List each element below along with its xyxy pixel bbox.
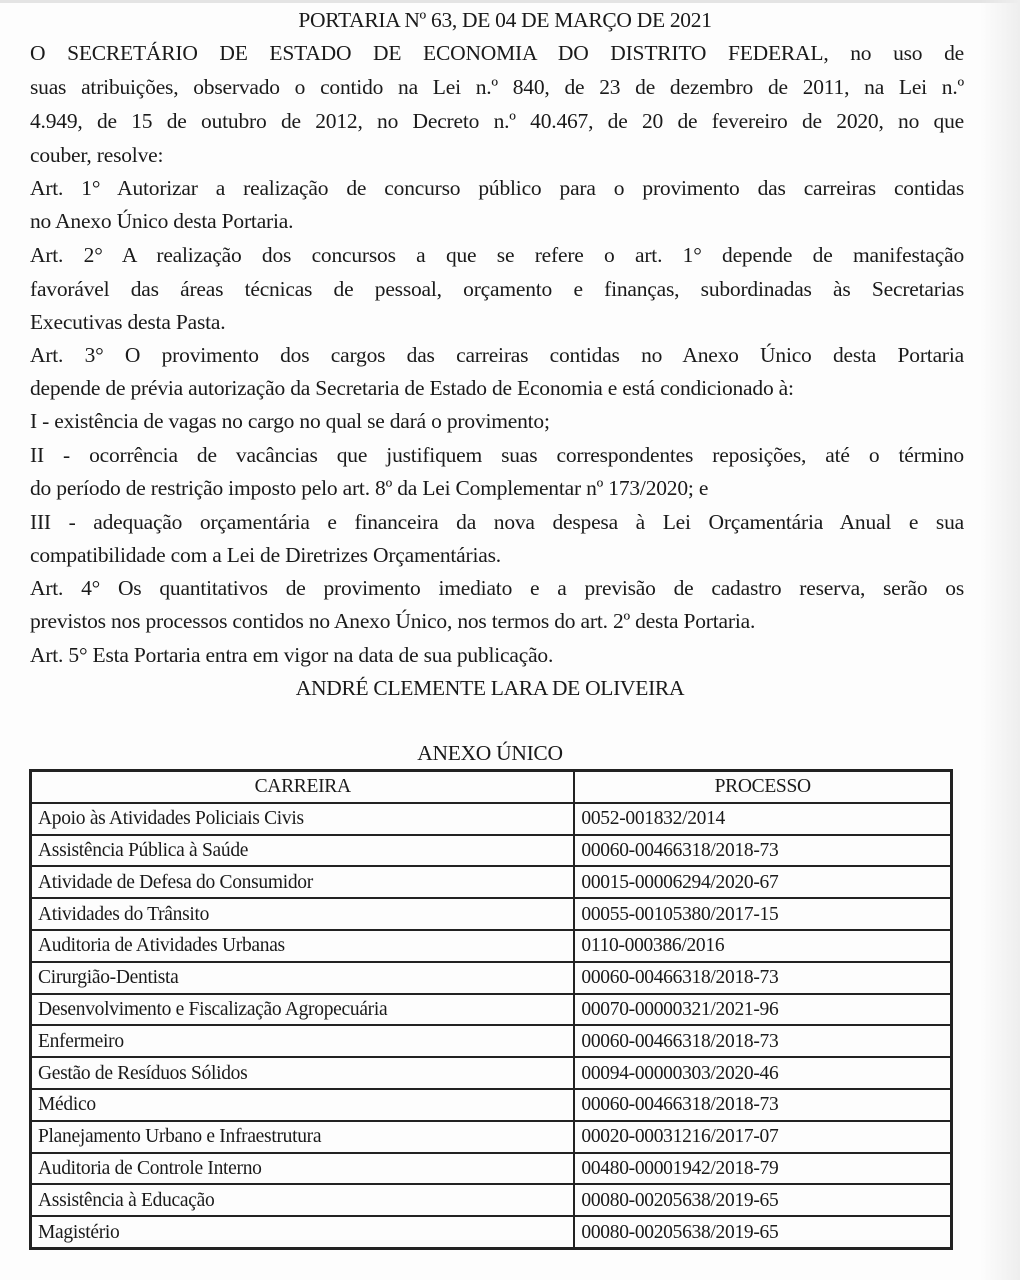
processo-cell: 0110-000386/2016: [574, 930, 951, 962]
processo-cell: 00015-00006294/2020-67: [574, 866, 951, 898]
carreira-cell: Assistência Pública à Saúde: [31, 835, 575, 867]
processo-cell: 00055-00105380/2017-15: [574, 898, 951, 930]
body-line: couber, resolve:: [30, 143, 164, 167]
column-header-processo: PROCESSO: [574, 771, 951, 803]
processo-cell: 00094-00000303/2020-46: [574, 1057, 951, 1089]
annex-title: ANEXO ÚNICO: [417, 741, 563, 765]
body-line: O SECRETÁRIO DE ESTADO DE ECONOMIA DO DISTRITO FEDERAL, no uso de: [30, 41, 964, 65]
table-row: [31, 930, 952, 962]
body-line: favorável das áreas técnicas de pessoal, orçamento e finanças, subordinadas às Secretarias: [30, 277, 964, 301]
body-line: previstos nos processos contidos no Anexo Único, nos termos do art. 2º desta Portaria.: [30, 609, 756, 633]
processo-cell: 00080-00205638/2019-65: [574, 1184, 951, 1216]
table-row: [31, 1057, 952, 1089]
body-line: 4.949, de 15 de outubro de 2012, no Decreto n.º 40.467, de 20 de fevereiro de 2020, no que: [30, 109, 964, 133]
page-edge-shadow: [980, 0, 1020, 1280]
carreira-cell: Auditoria de Atividades Urbanas: [31, 930, 575, 962]
carreira-cell: Atividades do Trânsito: [31, 898, 575, 930]
processo-cell: 0052-001832/2014: [574, 803, 951, 835]
processo-cell: 00060-00466318/2018-73: [574, 962, 951, 994]
body-line: do período de restrição imposto pelo art. 8º da Lei Complementar nº 173/2020; e: [30, 476, 709, 500]
body-line: suas atribuições, observado o contido na Lei n.º 840, de 23 de dezembro de 2011, na Lei n.º: [30, 75, 964, 99]
article-3: Art. 3° O provimento dos cargos das carreiras contidas no Anexo Único desta Portaria: [30, 343, 964, 367]
table-header-row: [31, 771, 952, 803]
body-line: Executivas desta Pasta.: [30, 310, 226, 334]
processo-cell: 00060-00466318/2018-73: [574, 835, 951, 867]
processo-cell: 00060-00466318/2018-73: [574, 1025, 951, 1057]
article-4: Art. 4° Os quantitativos de provimento imediato e a previsão de cadastro reserva, serão os: [30, 576, 964, 600]
body-line: no Anexo Único desta Portaria.: [30, 209, 294, 233]
carreira-cell: Enfermeiro: [31, 1025, 575, 1057]
table-row: [31, 835, 952, 867]
carreira-cell: Planejamento Urbano e Infraestrutura: [31, 1121, 575, 1153]
carreira-cell: Magistério: [31, 1216, 575, 1248]
carreira-cell: Auditoria de Controle Interno: [31, 1153, 575, 1185]
carreira-cell: Gestão de Resíduos Sólidos: [31, 1057, 575, 1089]
table-row: [31, 1153, 952, 1185]
signature-name: ANDRÉ CLEMENTE LARA DE OLIVEIRA: [295, 676, 685, 700]
table-row: [31, 994, 952, 1026]
top-edge: [0, 0, 1020, 3]
processo-cell: 00060-00466318/2018-73: [574, 1089, 951, 1121]
body-line: depende de prévia autorização da Secretaria de Estado de Economia e está condicionado à:: [30, 376, 794, 400]
processo-cell: 00020-00031216/2017-07: [574, 1121, 951, 1153]
column-header-carreira: CARREIRA: [31, 771, 575, 803]
body-line: compatibilidade com a Lei de Diretrizes Orçamentárias.: [30, 543, 501, 567]
processo-cell: 00080-00205638/2019-65: [574, 1216, 951, 1248]
annex-table: [29, 769, 953, 1250]
processo-cell: 00480-00001942/2018-79: [574, 1153, 951, 1185]
table-row: [31, 866, 952, 898]
carreira-cell: Assistência à Educação: [31, 1184, 575, 1216]
processo-cell: 00070-00000321/2021-96: [574, 994, 951, 1026]
article-2: Art. 2° A realização dos concursos a que se refere o art. 1° depende de manifestação: [30, 243, 964, 267]
carreira-cell: Apoio às Atividades Policiais Civis: [31, 803, 575, 835]
carreira-cell: Atividade de Defesa do Consumidor: [31, 866, 575, 898]
table-row: [31, 1089, 952, 1121]
table-row: [31, 1216, 952, 1248]
carreira-cell: Desenvolvimento e Fiscalização Agropecuária: [31, 994, 575, 1026]
document-title: PORTARIA Nº 63, DE 04 DE MARÇO DE 2021: [298, 8, 712, 32]
table-row: [31, 1025, 952, 1057]
item-ii: II - ocorrência de vacâncias que justifiquem suas correspondentes reposições, até o término: [30, 443, 964, 467]
table-row: [31, 1184, 952, 1216]
item-i: I - existência de vagas no cargo no qual se dará o provimento;: [30, 409, 550, 433]
article-5: Art. 5° Esta Portaria entra em vigor na data de sua publicação.: [30, 643, 554, 667]
article-1: Art. 1° Autorizar a realização de concurso público para o provimento das carreiras contidas: [30, 176, 964, 200]
item-iii: III - adequação orçamentária e financeira da nova despesa à Lei Orçamentária Anual e sua: [30, 510, 964, 534]
table-row: [31, 1121, 952, 1153]
table-row: [31, 803, 952, 835]
carreira-cell: Cirurgião-Dentista: [31, 962, 575, 994]
table-row: [31, 962, 952, 994]
carreira-cell: Médico: [31, 1089, 575, 1121]
table-row: [31, 898, 952, 930]
